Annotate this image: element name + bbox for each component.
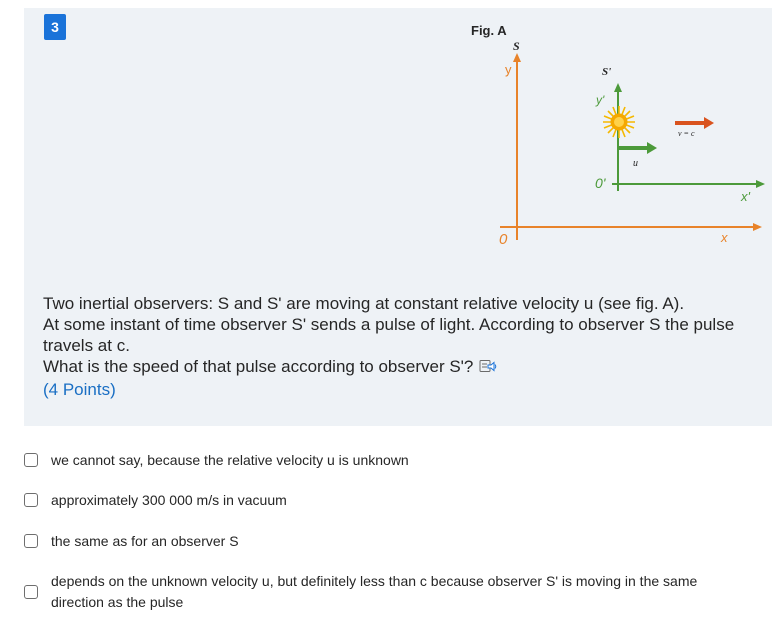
option-label: we cannot say, because the relative velocity u is unknown: [51, 452, 409, 468]
light-pulse-arrow: [675, 117, 714, 129]
option-label: approximately 300 000 m/s in vacuum: [51, 492, 287, 508]
checkbox[interactable]: [24, 453, 38, 467]
frame-s-label: S: [513, 39, 520, 53]
checkbox[interactable]: [24, 493, 38, 507]
origin-o-prime-label: 0': [595, 175, 606, 191]
option-less-than-c[interactable]: [24, 571, 711, 613]
frame-s-prime-label: S': [602, 66, 612, 78]
immersive-reader-icon[interactable]: [479, 358, 497, 379]
origin-o-label: 0: [499, 231, 508, 248]
option-label: the same as for an observer S: [51, 533, 239, 549]
question-text-line-1: Two inertial observers: S and S' are moving at constant relative velocity u (see fig. A).: [43, 294, 685, 313]
option-300000-ms[interactable]: [24, 490, 711, 511]
question-text-line-2: At some instant of time observer S' sends a pulse of light. According to observer S the pulse travels at c.: [43, 315, 735, 355]
question-prompt-text: What is the speed of that pulse according to observer S'?: [43, 357, 474, 376]
checkbox[interactable]: [24, 534, 38, 548]
axis-x-prime-label: x': [741, 189, 750, 204]
question-points: (4 Points): [43, 380, 116, 399]
axis-x-label: x: [721, 230, 728, 245]
velocity-c-label: v = c: [678, 129, 695, 138]
option-unknown-velocity[interactable]: [24, 450, 711, 471]
figure-a: [24, 8, 772, 273]
question-card: [24, 8, 772, 426]
question-text-block: [43, 293, 753, 400]
axis-y-label: y: [505, 62, 512, 77]
axis-y-prime-label: y': [596, 93, 605, 107]
checkbox[interactable]: [24, 585, 38, 599]
question-prompt: [43, 356, 753, 379]
light-source-icon: [603, 106, 635, 138]
option-label: depends on the unknown velocity u, but definitely less than c because observer S' is moving in the same direction as the pulse: [51, 573, 698, 610]
velocity-u-label: u: [633, 158, 638, 169]
figure-title: Fig. A: [471, 23, 507, 38]
option-same-as-s[interactable]: [24, 531, 711, 552]
question-number-badge: 3: [44, 14, 66, 40]
